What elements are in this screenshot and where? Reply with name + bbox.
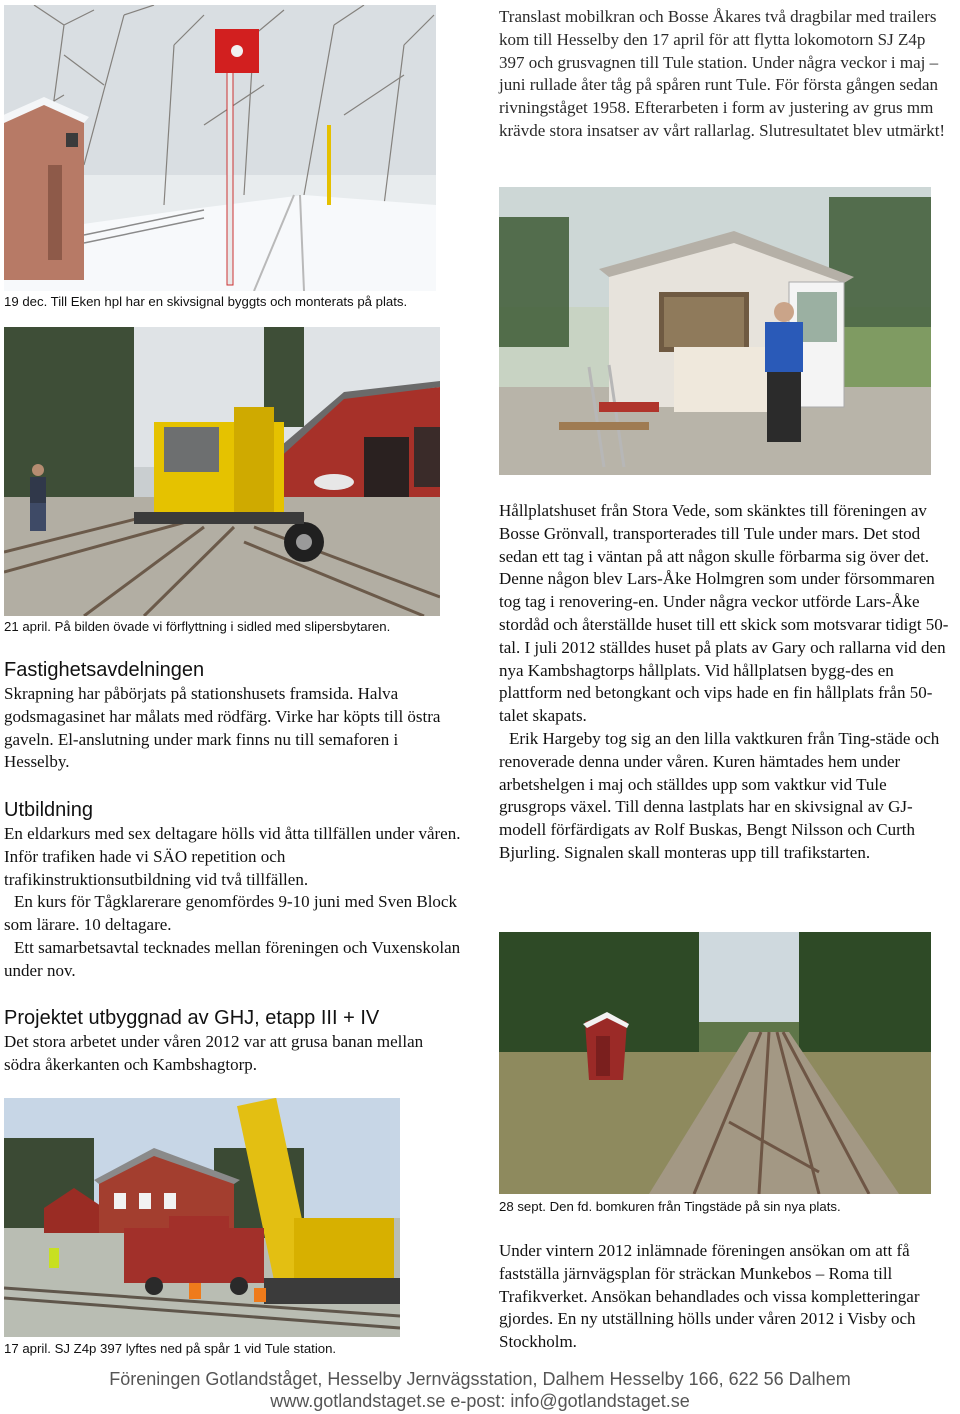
- photo-guard-hut-track: [499, 932, 931, 1194]
- footer-contact: www.gotlandstaget.se e-post: info@gotlandstaget.se: [270, 1391, 690, 1411]
- section-hallplats-body: [499, 500, 957, 865]
- heading-utbildning: Utbildning: [4, 799, 93, 821]
- photo-winter-signal: [4, 5, 436, 291]
- caption-signal: 19 dec. Till Eken hpl har en skivsignal byggts och monterats på plats.: [4, 294, 408, 309]
- hallplats-p2: Erik Hargeby tog sig an den lilla vaktkuren från Ting-städe och renoverade denna under våren. Kuren hämtades hem under arbetshelgen i maj och ställdes upp som vaktkur vid Tule grusgrops växel. Till denna lastplats har en skivsignal av GJ-modell förfärdigats av Rolf Buskas, Bengt Nilsson och Curth Bjurling. Signalen skall monteras upp till trafikstarten.: [499, 728, 940, 862]
- footer: [0, 1368, 960, 1412]
- heading-fastighetsavdelningen: Fastighetsavdelningen: [4, 659, 205, 681]
- intro-text: Translast mobilkran och Bosse Åkares två dragbilar med trailers kom till Hesselby den 17 april för att flytta lokomotorn SJ Z4p 397 och grusvagnen till Tule station. Under några veckor i maj – juni rullade åter tåg på spåren runt Tule. För första gången sedan rivningståget 1958. Efterarbeten i form av justering av grus mm krävde stora insatser av vårt rallarlag. Slutresultatet blev utmärkt!: [499, 7, 946, 140]
- section-projekt-body: [4, 1031, 462, 1077]
- photo-sleeper-machine: [4, 327, 440, 616]
- photo-kiosk-renovation: [499, 187, 931, 475]
- heading-projektet: Projektet utbyggnad av GHJ, etapp III + IV: [4, 1007, 380, 1029]
- jarnvagsplan-text: Under vintern 2012 inlämnade föreningen ansökan om att få fastställa järnvägsplan för sträckan Munkebos – Roma till Trafikverket. Ansökan behandlades och vissa kompletteringar gjordes. En ny utställning hölls under våren 2012 i Visby och Stockholm.: [499, 1241, 920, 1352]
- caption-kiosk: 28 sept. Den fd. bomkuren från Tingstäde på sin nya plats.: [499, 1199, 841, 1214]
- section-fastighet-body: [4, 683, 462, 774]
- utbildning-p3: Ett samarbetsavtal tecknades mellan föreningen och Vuxenskolan under nov.: [4, 937, 461, 980]
- caption-sleeper: 21 april. På bilden övade vi förflyttning i sidled med slipersbytaren.: [4, 619, 391, 634]
- caption-locomotive: 17 april. SJ Z4p 397 lyftes ned på spår 1 vid Tule station.: [4, 1341, 337, 1356]
- utbildning-p2: En kurs för Tågklarerare genomfördes 9-10 juni med Sven Block som lärare. 10 deltagare.: [4, 892, 457, 935]
- footer-address: Föreningen Gotlandståget, Hesselby Jernvägsstation, Dalhem Hesselby 166, 622 56 Dalhem: [109, 1369, 851, 1389]
- utbildning-p1: En eldarkurs med sex deltagare hölls vid åtta tillfällen under våren. Inför trafiken hade vi SÄO repetition och trafikinstruktionsutbildning vid två tillfällen.: [4, 824, 461, 889]
- intro-paragraph: [499, 6, 955, 143]
- section-utbildning-body: [4, 823, 462, 983]
- section-jarnvagsplan-body: [499, 1240, 957, 1354]
- hallplats-p1: Hållplatshuset från Stora Vede, som skänktes till föreningen av Bosse Grönvall, transporterades till Tule under mars. Det stod sedan ett tag i väntan på att någon skulle förbarma sig över det. Denne någon blev Lars-Åke Holmgren som under försommaren tog tag i renovering-en. Under några veckor utförde Lars-Åke stordåd och återställde huset till ett skick som motsvarar tidigt 50-tal. I juli 2012 ställdes huset på plats av Gary och rallarna vid den nya Kambshagtorps hållplats. Vid hållplatsen bygg-des en plattform ned betongkant och vips hade en fin hållplats från 50-talet skapats.: [499, 501, 949, 726]
- photo-locomotive-lift: [4, 1098, 400, 1337]
- fastighet-text: Skrapning har påbörjats på stationshusets framsida. Halva godsmagasinet har målats med rödfärg. Virke har köpts till östra gaveln. El-anslutning under mark finns nu till semaforen i Hesselby.: [4, 684, 441, 772]
- projekt-text: Det stora arbetet under våren 2012 var att grusa banan mellan södra åkerkanten och Kambshagtorp.: [4, 1032, 424, 1074]
